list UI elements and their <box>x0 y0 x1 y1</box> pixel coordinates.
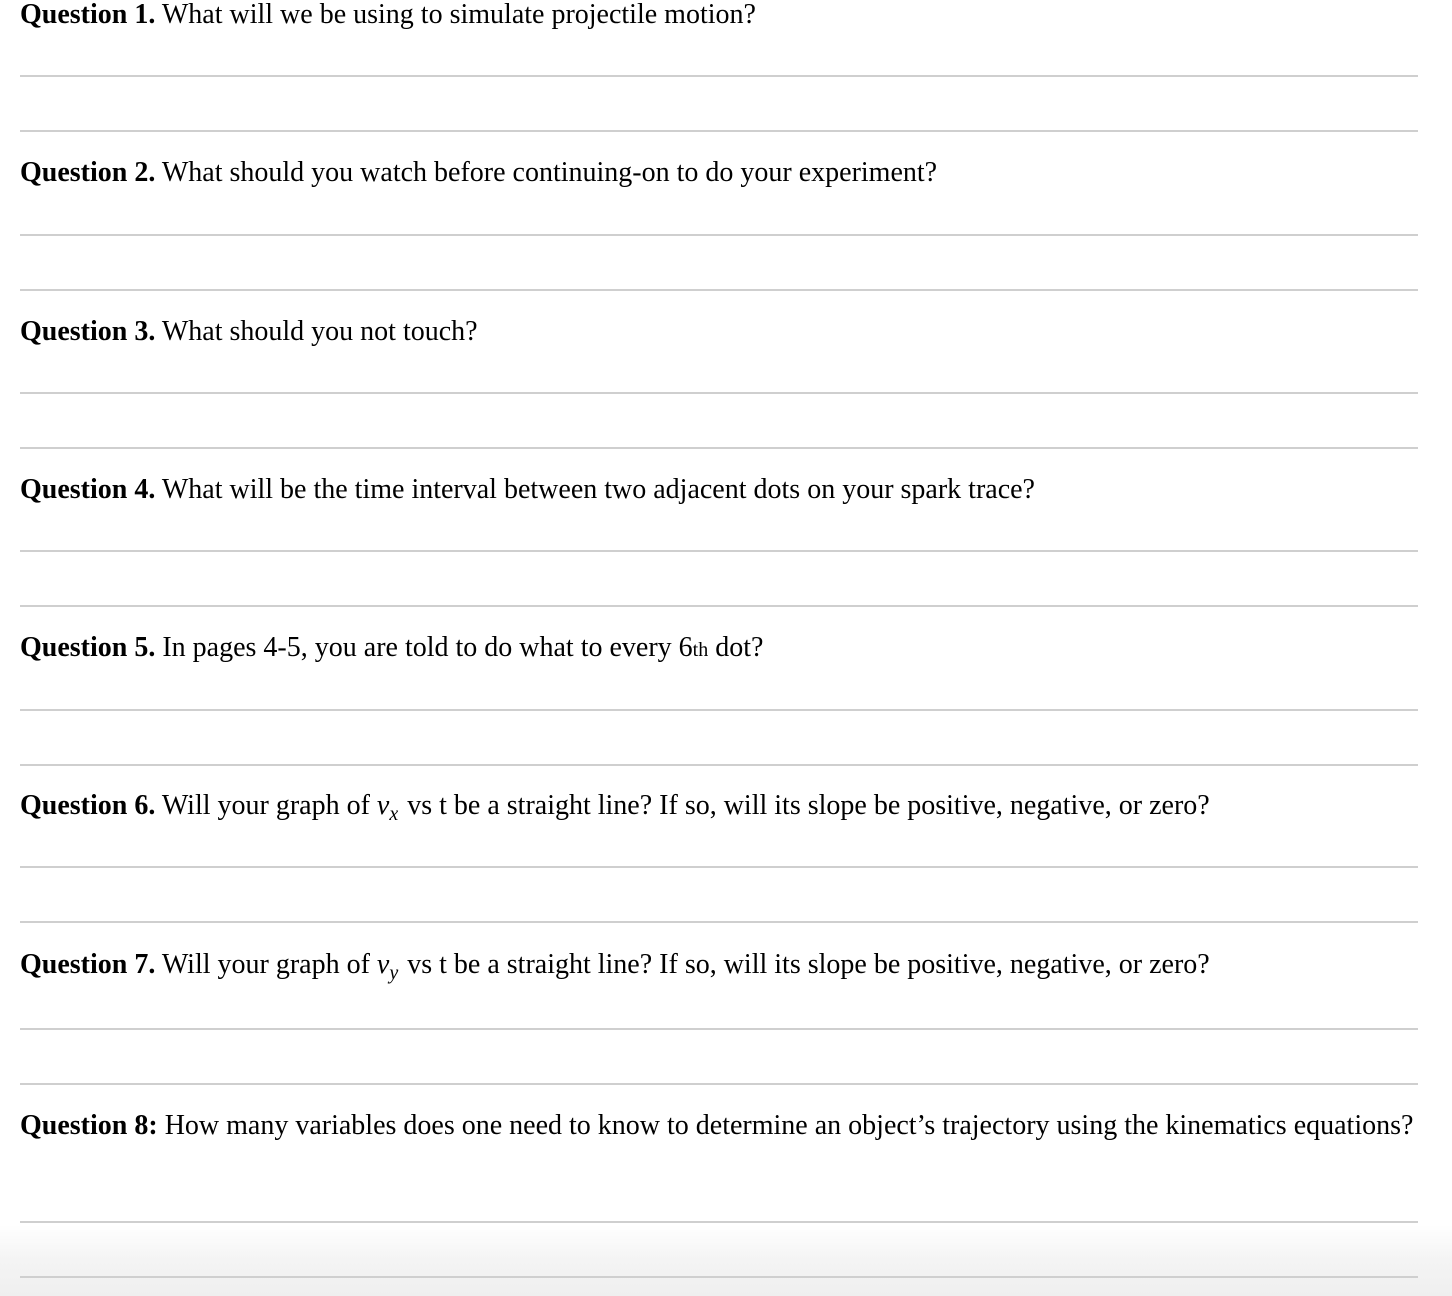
answer-line-6b[interactable] <box>20 921 1418 923</box>
question-3-label: Question 3. <box>20 316 156 347</box>
question-5 <box>20 630 1421 668</box>
answer-line-1a[interactable] <box>20 75 1418 77</box>
question-1-text: What will we be using to simulate projectile motion? <box>155 0 756 30</box>
question-4-text: What will be the time interval between two adjacent dots on your spark trace? <box>155 474 1035 505</box>
question-6-label: Question 6. <box>20 790 156 821</box>
question-6-text-after: vs t be a straight line? If so, will its slope be positive, negative, or zero? <box>400 790 1210 821</box>
answer-line-5b[interactable] <box>20 764 1418 766</box>
question-3-text: What should you not touch? <box>155 316 478 347</box>
question-7-variable: v <box>376 949 390 980</box>
question-7-text-after: vs t be a straight line? If so, will its slope be positive, negative, or zero? <box>400 949 1210 980</box>
question-5-ordinal: th <box>692 639 709 661</box>
answer-line-8a[interactable] <box>20 1221 1418 1223</box>
answer-line-2a[interactable] <box>20 234 1418 236</box>
question-2 <box>20 155 1421 191</box>
question-1-label: Question 1. <box>20 0 156 30</box>
question-4-label: Question 4. <box>20 474 156 505</box>
answer-line-3b[interactable] <box>20 447 1418 449</box>
question-2-text: What should you watch before continuing-on to do your experiment? <box>155 157 938 188</box>
answer-line-7a[interactable] <box>20 1028 1418 1030</box>
answer-line-1b[interactable] <box>20 130 1418 132</box>
answer-line-3a[interactable] <box>20 392 1418 394</box>
answer-line-4b[interactable] <box>20 605 1418 607</box>
question-1 <box>20 0 1421 33</box>
question-5-label: Question 5. <box>20 632 156 663</box>
answer-line-8b[interactable] <box>20 1276 1418 1278</box>
question-8 <box>20 1108 1421 1144</box>
answer-line-6a[interactable] <box>20 866 1418 868</box>
question-7-text-before: Will your graph of <box>155 949 377 980</box>
question-5-text-before: In pages 4-5, you are told to do what to every 6 <box>155 632 693 663</box>
answer-line-4a[interactable] <box>20 550 1418 552</box>
question-7-label: Question 7. <box>20 949 156 980</box>
question-3 <box>20 314 1421 350</box>
question-8-label: Question 8: <box>20 1110 158 1141</box>
question-2-label: Question 2. <box>20 157 156 188</box>
answer-line-7b[interactable] <box>20 1083 1418 1085</box>
question-6-text-before: Will your graph of <box>155 790 377 821</box>
question-6-subscript: x <box>389 803 399 825</box>
question-7 <box>20 947 1421 985</box>
answer-line-5a[interactable] <box>20 709 1418 711</box>
answer-line-2b[interactable] <box>20 289 1418 291</box>
question-8-text: How many variables does one need to know to determine an object’s trajectory using the kinematics equations? <box>157 1110 1414 1141</box>
question-6 <box>20 788 1421 826</box>
question-5-text-after: dot? <box>708 632 764 663</box>
question-4 <box>20 472 1421 508</box>
question-7-subscript: y <box>389 962 399 984</box>
question-6-variable: v <box>376 790 390 821</box>
